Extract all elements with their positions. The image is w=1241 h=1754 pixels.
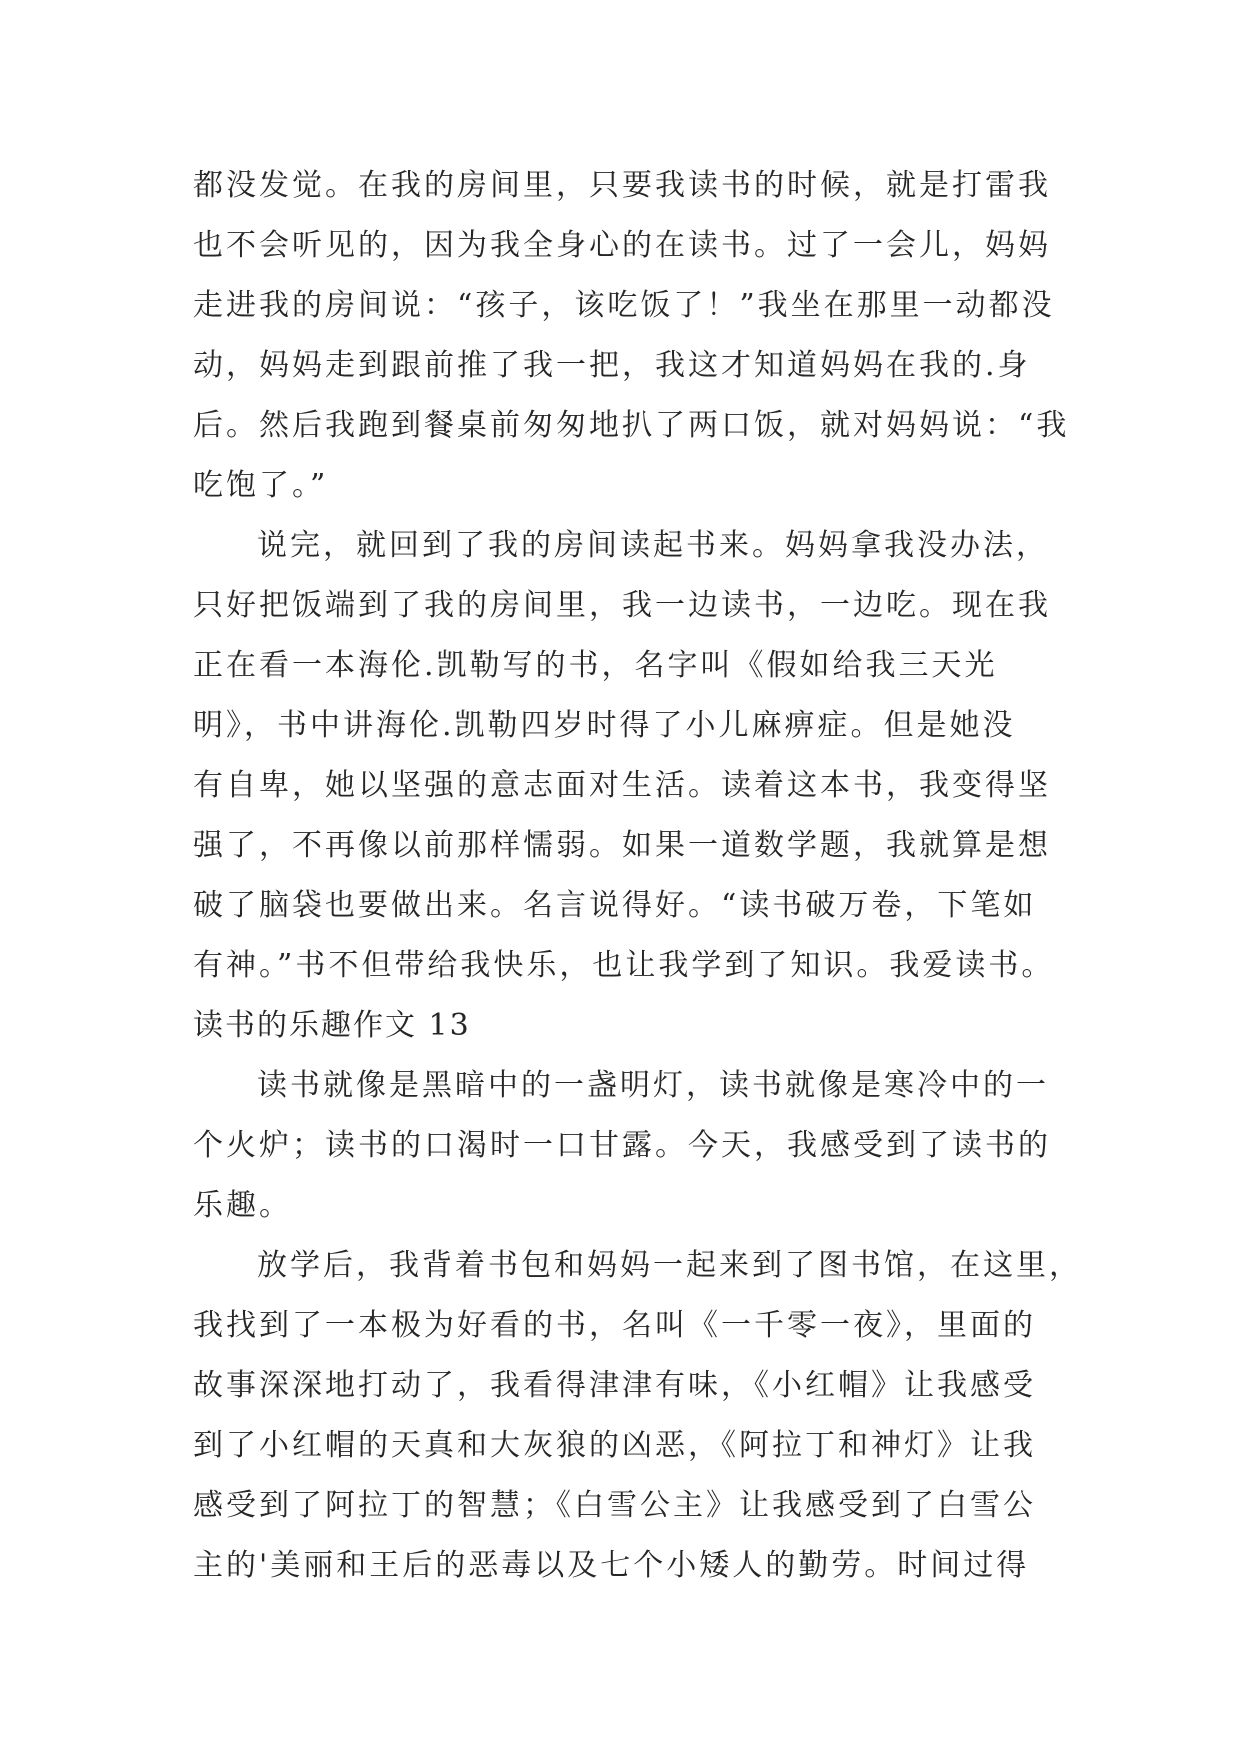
text-line: 说完，就回到了我的房间读起书来。妈妈拿我没办法， [257, 528, 1049, 563]
text-line: 只好把饭端到了我的房间里，我一边读书，一边吃。现在我 [193, 588, 1051, 623]
paragraph [193, 516, 1053, 996]
text-line: 主的'美丽和王后的恶毒以及七个小矮人的勤劳。时间过得 [193, 1548, 1030, 1583]
text-line: 正在看一本海伦.凯勒写的书，名字叫《假如给我三天光 [193, 648, 998, 683]
paragraph [193, 1236, 1082, 1596]
text-line: 我找到了一本极为好看的书，名叫《一千零一夜》，里面的 [193, 1308, 1036, 1343]
text-line: 也不会听见的，因为我全身心的在读书。过了一会儿，妈妈 [193, 228, 1051, 263]
text-line: 乐趣。 [193, 1188, 292, 1223]
text-line: 强了，不再像以前那样懦弱。如果一道数学题，我就算是想 [193, 828, 1051, 863]
paragraph [193, 156, 1070, 516]
paragraph [193, 1056, 1053, 1236]
document-body [193, 156, 1082, 1596]
text-line: 明》，书中讲海伦.凯勒四岁时得了小儿麻痹症。但是她没 [193, 708, 1016, 743]
text-line: 吃饱了。” [193, 468, 329, 503]
heading-text: 读书的乐趣作文 13 [193, 1008, 471, 1043]
text-line: 有自卑，她以坚强的意志面对生活。读着这本书，我变得坚 [193, 768, 1051, 803]
text-line: 放学后，我背着书包和妈妈一起来到了图书馆，在这里， [257, 1248, 1082, 1283]
text-line: 感受到了阿拉丁的智慧；《白雪公主》让我感受到了白雪公 [193, 1488, 1036, 1523]
text-line: 后。然后我跑到餐桌前匆匆地扒了两口饭，就对妈妈说：“我 [193, 408, 1070, 443]
section-heading [193, 996, 1053, 1056]
text-line: 到了小红帽的天真和大灰狼的凶恶，《阿拉丁和神灯》让我 [193, 1428, 1036, 1463]
text-line: 个火炉；读书的口渴时一口甘露。今天，我感受到了读书的 [193, 1128, 1051, 1163]
text-line: 有神。”书不但带给我快乐，也让我学到了知识。我爱读书。 [193, 948, 1055, 983]
text-line: 都没发觉。在我的房间里，只要我读书的时候，就是打雷我 [193, 168, 1051, 203]
text-line: 读书就像是黑暗中的一盏明灯，读书就像是寒冷中的一 [257, 1068, 1049, 1103]
text-line: 走进我的房间说：“孩子，该吃饭了！”我坐在那里一动都没 [193, 288, 1055, 323]
text-line: 故事深深地打动了，我看得津津有味，《小红帽》让我感受 [193, 1368, 1036, 1403]
text-line: 动，妈妈走到跟前推了我一把，我这才知道妈妈在我的.身 [193, 348, 1031, 383]
text-line: 破了脑袋也要做出来。名言说得好。“读书破万卷，下笔如 [193, 888, 1037, 923]
